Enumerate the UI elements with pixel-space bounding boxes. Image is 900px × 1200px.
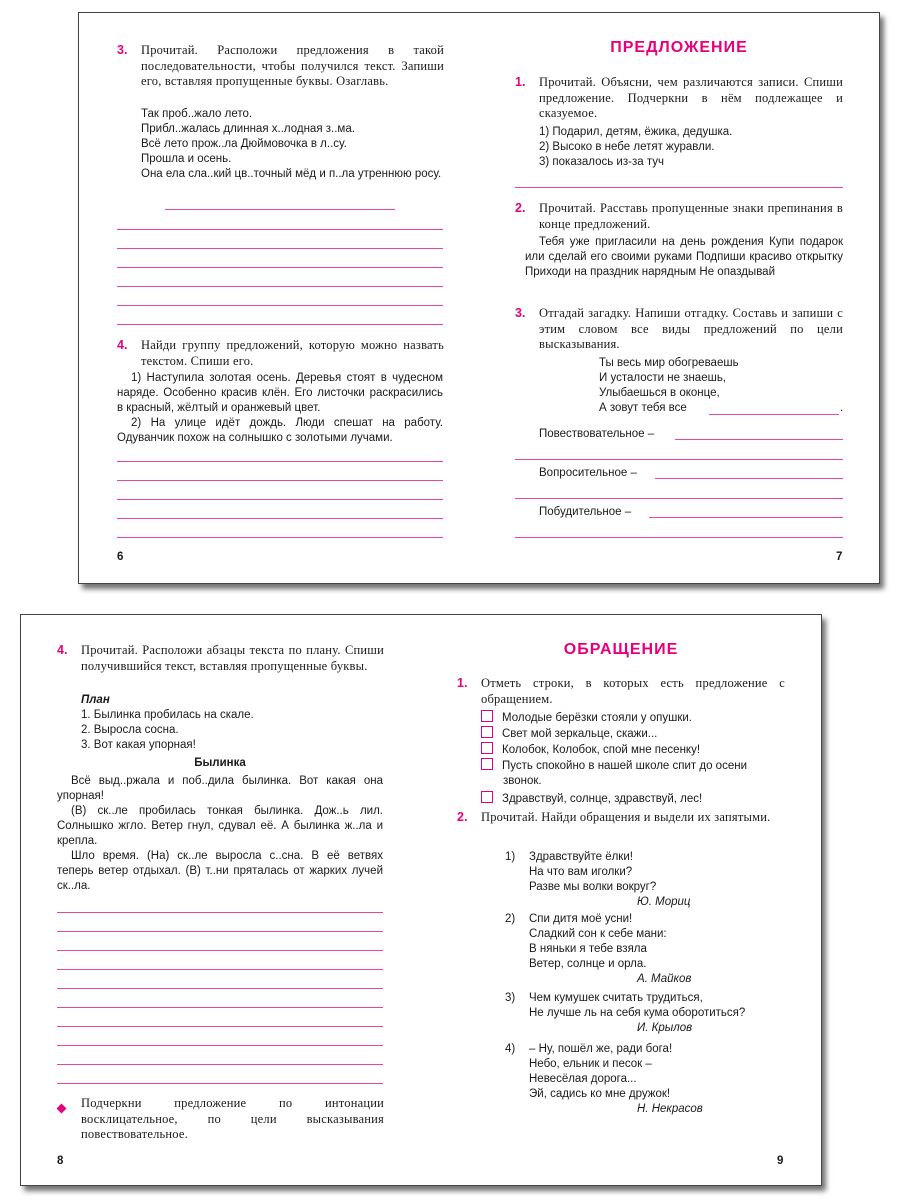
writing-line[interactable] bbox=[57, 1007, 383, 1008]
story-title: Былинка bbox=[194, 757, 246, 769]
poem-author: Н. Некрасов bbox=[637, 1103, 703, 1115]
task-instruction: Прочитай. Объясни, чем различаются записи. Спиши предложение. Подчеркни в нём подлежащее и сказуемое. bbox=[539, 75, 843, 120]
checkbox-option[interactable] bbox=[481, 742, 785, 758]
riddle-line: И усталости не знаешь, bbox=[599, 372, 727, 384]
task-text bbox=[117, 371, 443, 446]
poem-line: Разве мы волки вокруг? bbox=[529, 881, 657, 893]
task-number: 2. bbox=[457, 810, 468, 824]
task-instruction: Прочитай. Найди обращения и выдели их запятыми. bbox=[481, 810, 771, 824]
task-instruction: Прочитай. Расставь пропущенные знаки препинания в конце предложений. bbox=[539, 201, 843, 231]
writing-line[interactable] bbox=[117, 480, 443, 481]
writing-line[interactable] bbox=[117, 324, 443, 325]
checkbox[interactable] bbox=[481, 791, 493, 803]
writing-line[interactable] bbox=[117, 286, 443, 287]
page-number: 9 bbox=[777, 1155, 784, 1167]
writing-line[interactable] bbox=[57, 1064, 383, 1065]
writing-line[interactable] bbox=[117, 461, 443, 462]
plan-item: 3. Вот какая упорная! bbox=[81, 739, 196, 751]
option-label: Молодые берёзки стояли у опушки. bbox=[502, 712, 693, 724]
section-title: ПРЕДЛОЖЕНИЕ bbox=[610, 39, 748, 56]
poem-number: 4) bbox=[505, 1043, 516, 1055]
writing-line[interactable] bbox=[117, 518, 443, 519]
answer-line[interactable] bbox=[649, 517, 843, 518]
checkbox-option[interactable] bbox=[481, 726, 785, 742]
poem-number: 3) bbox=[505, 992, 516, 1004]
list-item: 2) Высоко в небе летят журавли. bbox=[539, 141, 715, 153]
checkbox-list bbox=[481, 710, 785, 807]
page-number: 6 bbox=[117, 551, 124, 563]
task-text: Тебя уже пригласили на день рождения Купи подарок или сделай его своими руками Подпиши красиво открытку Приходи на праздник нарядным Не опаздывай bbox=[525, 236, 843, 278]
spread-pages-8-9 bbox=[20, 614, 822, 1186]
option-text: 1) Наступила золотая осень. Деревья стоят в чудесном наряде. Особенно красив клён. Его листочки раскрасились в красный, жёлтый и оранжевый цвет. bbox=[117, 372, 443, 414]
writing-line[interactable] bbox=[515, 498, 843, 499]
writing-line[interactable] bbox=[57, 988, 383, 989]
option-label: Пусть спокойно в нашей школе спит до осени звонок. bbox=[502, 760, 747, 787]
sentence: Так проб..жало лето. bbox=[141, 108, 253, 120]
writing-line[interactable] bbox=[117, 267, 443, 268]
poem-line: Спи дитя моё усни! bbox=[529, 913, 633, 925]
task-number: 4. bbox=[117, 338, 128, 352]
sentence: Прошла и осень. bbox=[141, 153, 232, 165]
riddle bbox=[599, 356, 849, 416]
poem-line: Невесёлая дорога... bbox=[529, 1073, 637, 1085]
spread-pages-6-7 bbox=[78, 12, 880, 584]
sentence-type-label: Повествовательное – bbox=[539, 428, 655, 440]
riddle-end: . bbox=[840, 402, 844, 414]
writing-line[interactable] bbox=[57, 931, 383, 932]
writing-line[interactable] bbox=[515, 459, 843, 460]
option-label: Здравствуй, солнце, здравствуй, лес! bbox=[502, 793, 703, 805]
diamond-bullet-icon bbox=[58, 1099, 65, 1117]
list-item: 3) показалось из-за туч bbox=[539, 156, 664, 168]
task-instruction: Прочитай. Расположи абзацы текста по плану. Спиши получившийся текст, вставляя пропущенные буквы. bbox=[81, 643, 384, 673]
checkbox[interactable] bbox=[481, 726, 493, 738]
riddle-line: Ты весь мир обогреваешь bbox=[599, 357, 739, 369]
sentence: Прибл..жалась длинная х..лодная з..ма. bbox=[141, 123, 355, 135]
answer-line[interactable] bbox=[655, 478, 843, 479]
writing-line[interactable] bbox=[57, 912, 383, 913]
task-number: 1. bbox=[515, 75, 526, 89]
checkbox-option[interactable] bbox=[481, 791, 785, 807]
writing-line[interactable] bbox=[57, 950, 383, 951]
writing-line[interactable] bbox=[57, 1083, 383, 1084]
poem-line: Ветер, солнце и орла. bbox=[529, 958, 647, 970]
page-6 bbox=[79, 13, 479, 583]
task-instruction: Отметь строки, в которых есть предложение с обращением. bbox=[481, 676, 785, 706]
sentence: Всё лето прож..ла Дюймовочка в л..су. bbox=[141, 138, 347, 150]
story-text bbox=[57, 774, 383, 894]
plan-list bbox=[81, 708, 381, 753]
checkbox[interactable] bbox=[481, 758, 493, 770]
page-8 bbox=[21, 615, 421, 1185]
task-number: 4. bbox=[57, 643, 68, 657]
plan-item: 2. Выросла сосна. bbox=[81, 724, 179, 736]
poem bbox=[505, 912, 785, 987]
page-number: 8 bbox=[57, 1155, 64, 1167]
sentence-type-label: Вопросительное – bbox=[539, 467, 637, 479]
paragraph: Всё выд..ржала и поб..дила былинка. Вот какая она упорная! bbox=[57, 775, 383, 802]
poem-line: На что вам иголки? bbox=[529, 866, 633, 878]
page-9 bbox=[421, 615, 821, 1185]
task-instruction: Найди группу предложений, которую можно назвать текстом. Спиши его. bbox=[141, 338, 444, 368]
extra-task: Подчеркни предложение по интонации восклицательное, по цели высказывания повествовательное. bbox=[81, 1096, 384, 1141]
poem-line: В няньки я тебе взяла bbox=[529, 943, 647, 955]
riddle-line: Улыбаешься в оконце, bbox=[599, 387, 720, 399]
poem-line: Небо, ельник и песок – bbox=[529, 1058, 652, 1070]
task-text bbox=[539, 125, 843, 170]
checkbox[interactable] bbox=[481, 710, 493, 722]
writing-line[interactable] bbox=[57, 969, 383, 970]
poem bbox=[505, 850, 785, 910]
task-number: 3. bbox=[117, 43, 128, 57]
page-number: 7 bbox=[836, 551, 843, 563]
writing-line[interactable] bbox=[57, 1026, 383, 1027]
writing-line[interactable] bbox=[117, 537, 443, 538]
poem-number: 1) bbox=[505, 851, 516, 863]
option-label: Колобок, Колобок, спой мне песенку! bbox=[502, 744, 701, 756]
paragraph: (В) ск..ле пробилась тонкая былинка. Дож..ь лил. Солнышко жгло. Ветер гнул, сдувал её. А былинка ж..ла и крепла. bbox=[57, 805, 383, 847]
task-number: 1. bbox=[457, 676, 468, 690]
plan-label: План bbox=[81, 694, 110, 706]
poem-line: Эй, садись ко мне дружок! bbox=[529, 1088, 671, 1100]
paragraph: Шло время. (На) ск..ле выросла с..сна. В её ветвях теперь ветер отдыхал. (В) т..ни пряталась от жарких лучей ск..ла. bbox=[57, 850, 383, 892]
task-instruction: Прочитай. Расположи предложения в такой последовательности, чтобы получился текст. Запиши его, вставляя пропущенные буквы. Озаглавь. bbox=[141, 43, 444, 88]
checkbox[interactable] bbox=[481, 742, 493, 754]
answer-line[interactable] bbox=[709, 414, 839, 415]
riddle-line: А зовут тебя все bbox=[599, 402, 687, 414]
poem-line: Чем кумушек считать трудиться, bbox=[529, 992, 703, 1004]
writing-line[interactable] bbox=[117, 305, 443, 306]
writing-line[interactable] bbox=[117, 229, 443, 230]
title-line[interactable] bbox=[165, 209, 395, 210]
writing-line[interactable] bbox=[117, 499, 443, 500]
writing-line[interactable] bbox=[515, 537, 843, 538]
task-instruction: Отгадай загадку. Напиши отгадку. Составь и запиши с этим словом все виды предложений по цели высказывания. bbox=[539, 306, 843, 351]
section-title: ОБРАЩЕНИЕ bbox=[563, 641, 679, 658]
poem-line: – Ну, пошёл же, ради бога! bbox=[529, 1043, 673, 1055]
checkbox-option[interactable] bbox=[481, 758, 785, 789]
checkbox-option[interactable] bbox=[481, 710, 785, 726]
plan-item: 1. Былинка пробилась на скале. bbox=[81, 709, 254, 721]
poem bbox=[505, 1042, 785, 1117]
writing-line[interactable] bbox=[57, 1045, 383, 1046]
task-number: 3. bbox=[515, 306, 526, 320]
sentence-type-label: Побудительное – bbox=[539, 506, 632, 518]
task-number: 2. bbox=[515, 201, 526, 215]
option-label: Свет мой зеркальце, скажи... bbox=[502, 728, 658, 740]
poem-line: Сладкий сон к себе мани: bbox=[529, 928, 667, 940]
page-7 bbox=[479, 13, 879, 583]
option-text: 2) На улице идёт дождь. Люди спешат на работу. Одуванчик похож на солнышко с золотыми лучами. bbox=[117, 417, 443, 444]
writing-line[interactable] bbox=[515, 187, 843, 188]
list-item: 1) Подарил, детям, ёжика, дедушка. bbox=[539, 126, 733, 138]
task-text bbox=[141, 107, 446, 182]
poem-line: Не лучше ль на себя кума оборотиться? bbox=[529, 1007, 746, 1019]
poem-line: Здравствуйте ёлки! bbox=[529, 851, 633, 863]
answer-line[interactable] bbox=[675, 439, 843, 440]
poem-number: 2) bbox=[505, 913, 516, 925]
poem bbox=[505, 991, 785, 1036]
poem-author: А. Майков bbox=[637, 973, 692, 985]
poem-author: И. Крылов bbox=[637, 1022, 693, 1034]
poem-author: Ю. Мориц bbox=[637, 896, 691, 908]
writing-line[interactable] bbox=[117, 248, 443, 249]
sentence: Она ела сла..кий цв..точный мёд и п..ла утреннюю росу. bbox=[141, 168, 442, 180]
